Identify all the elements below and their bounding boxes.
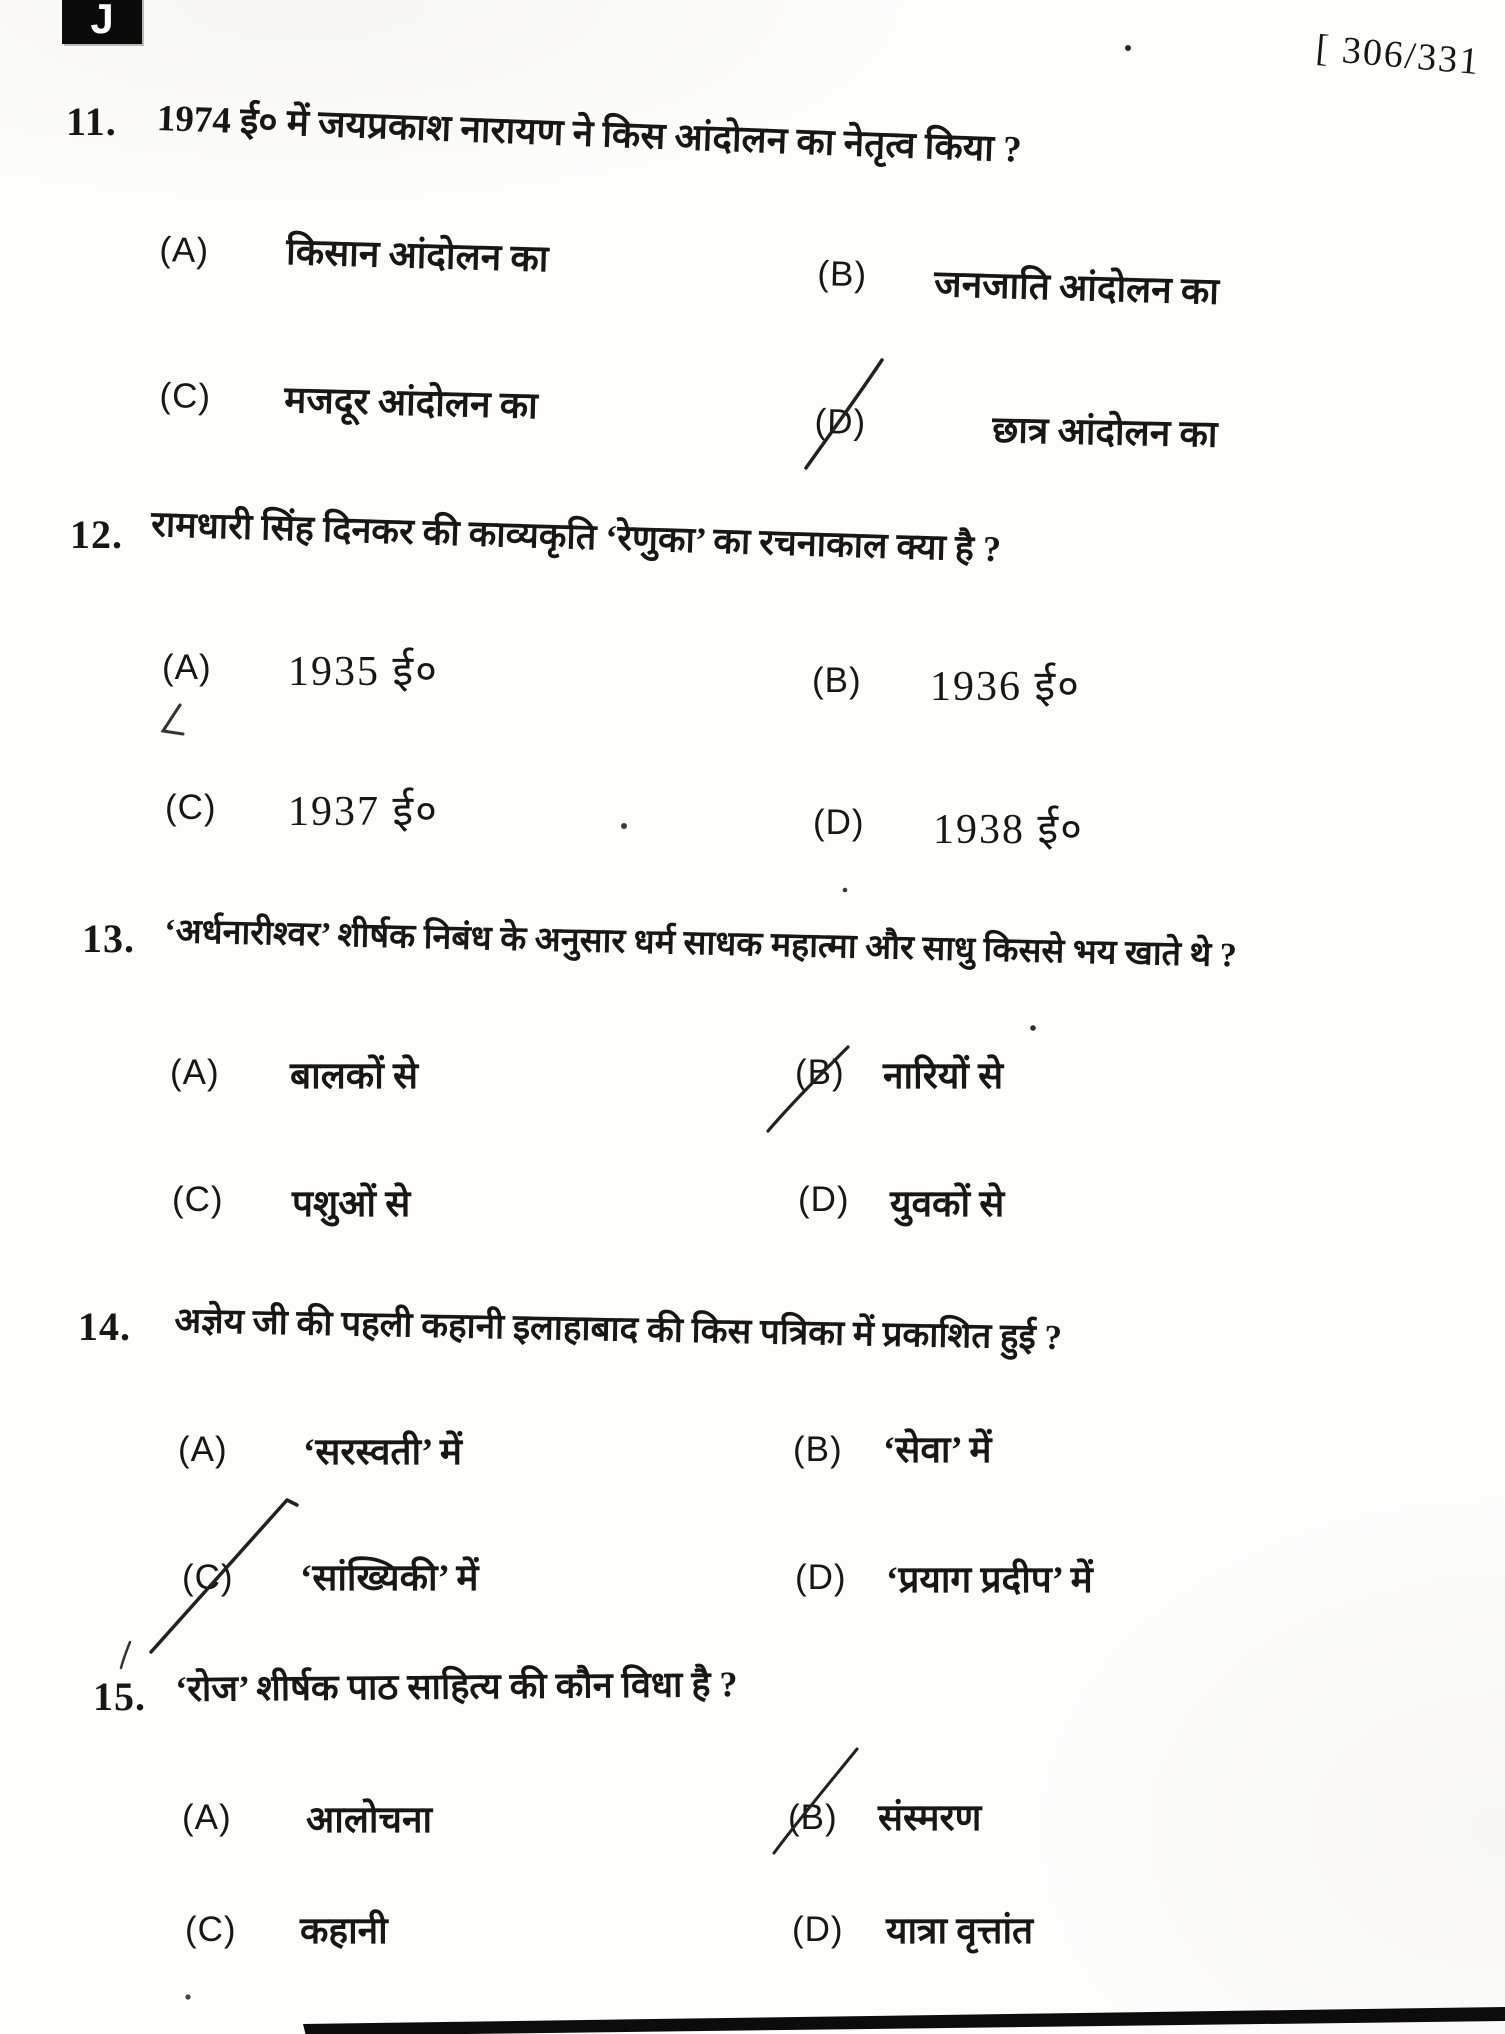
- question-12-option-b-label: (B): [812, 661, 862, 700]
- scan-speck-2: [621, 823, 627, 829]
- question-15-option-c-label: (C): [185, 1910, 237, 1949]
- booklet-code-letter: J: [90, 0, 114, 42]
- question-14-text: अज्ञेय जी की पहली कहानी इलाहाबाद की किस पत्रिका में प्रकाशित हुई ?: [174, 1300, 1063, 1358]
- question-12-option-b-text: 1936 ई०: [930, 664, 1081, 710]
- question-11-option-d-label: (D): [814, 402, 867, 443]
- question-15-number: 15.: [93, 1674, 146, 1719]
- question-15-option-a-label: (A): [182, 1798, 232, 1837]
- question-13-option-a-label: (A): [170, 1053, 220, 1092]
- pen-stray-stroke-q15: [121, 1642, 130, 1668]
- question-14-number: 14.: [78, 1304, 131, 1349]
- question-11-option-b-label: (B): [816, 254, 868, 295]
- question-14-option-c-label: (C): [182, 1558, 234, 1597]
- scan-speck-1: [1125, 45, 1131, 51]
- question-11-option-a-label: (A): [158, 230, 210, 271]
- question-12-option-c-text: 1937 ई०: [288, 789, 439, 835]
- question-15-option-a-text: आलोचना: [306, 1800, 433, 1841]
- pen-tick-q12-option-a: [163, 705, 183, 734]
- question-15-option-b-label: (B): [788, 1798, 838, 1837]
- question-13-option-c-label: (C): [172, 1180, 224, 1219]
- question-15-option-d-text: यात्रा वृत्तांत: [886, 1911, 1034, 1952]
- question-15-option-d-label: (D): [792, 1910, 844, 1949]
- question-13-text: ‘अर्धनारीश्वर’ शीर्षक निबंध के अनुसार धर्म साधक महात्मा और साधु किससे भय खाते थे ?: [164, 912, 1238, 975]
- question-13-number: 13.: [82, 916, 135, 961]
- question-12-option-c-label: (C): [165, 788, 217, 827]
- question-15-option-c-text: कहानी: [300, 1911, 388, 1952]
- question-15-option-b-text: संस्मरण: [878, 1798, 982, 1839]
- question-12-option-a-text: 1935 ई०: [288, 649, 439, 695]
- question-11-option-c-label: (C): [159, 376, 212, 417]
- question-14-option-a-text: ‘सरस्वती’ में: [303, 1432, 463, 1473]
- question-14-option-c-text: ‘सांख्यिकी’ में: [300, 1558, 479, 1599]
- question-11-option-c-text: मजदूर आंदोलन का: [283, 379, 539, 428]
- question-11-number: 11.: [66, 99, 117, 144]
- scan-speck-4: [1030, 1025, 1036, 1031]
- scan-speck-5: [185, 1994, 190, 1999]
- question-13-option-a-text: बालकों से: [290, 1056, 419, 1097]
- question-13-option-c-text: पशुओं से: [292, 1184, 411, 1225]
- question-11-option-b-text: जनजाति आंदोलन का: [933, 263, 1220, 313]
- question-15-text: ‘रोज’ शीर्षक पाठ साहित्य की कौन विधा है ?: [175, 1664, 738, 1709]
- page-number: [ 306/331: [1314, 26, 1483, 84]
- question-12-option-a-label: (A): [162, 648, 212, 687]
- question-14-option-b-text: ‘सेवा’ में: [883, 1430, 992, 1471]
- scan-speck-3: [843, 888, 848, 893]
- booklet-code-badge: [62, 0, 142, 44]
- question-13-option-d-text: युवकों से: [890, 1184, 1005, 1225]
- question-14-option-a-label: (A): [178, 1430, 228, 1469]
- question-12-option-d-text: 1938 ई०: [933, 807, 1084, 853]
- question-12-text: रामधारी सिंह दिनकर की काव्यकृति ‘रेणुका’ का रचनाकाल क्या है ?: [150, 503, 1002, 570]
- question-14-option-d-text: ‘प्रयाग प्रदीप’ में: [886, 1560, 1093, 1601]
- question-11-option-d-text: छात्र आंदोलन का: [991, 409, 1218, 456]
- question-12-number: 12.: [70, 512, 123, 557]
- bottom-page-edge-bar: [303, 2007, 1505, 2034]
- question-13-option-b-text: नारियों से: [883, 1056, 1004, 1097]
- question-12-option-d-label: (D): [813, 803, 865, 842]
- question-14-option-b-label: (B): [793, 1430, 843, 1469]
- question-11-option-a-text: किसान आंदोलन का: [285, 231, 549, 281]
- question-14-option-d-label: (D): [795, 1558, 847, 1597]
- question-11-text: 1974 ई० में जयप्रकाश नारायण ने किस आंदोलन का नेतृत्व किया ?: [156, 97, 1023, 171]
- question-13-option-b-label: (B): [795, 1053, 845, 1092]
- question-13-option-d-label: (D): [798, 1180, 850, 1219]
